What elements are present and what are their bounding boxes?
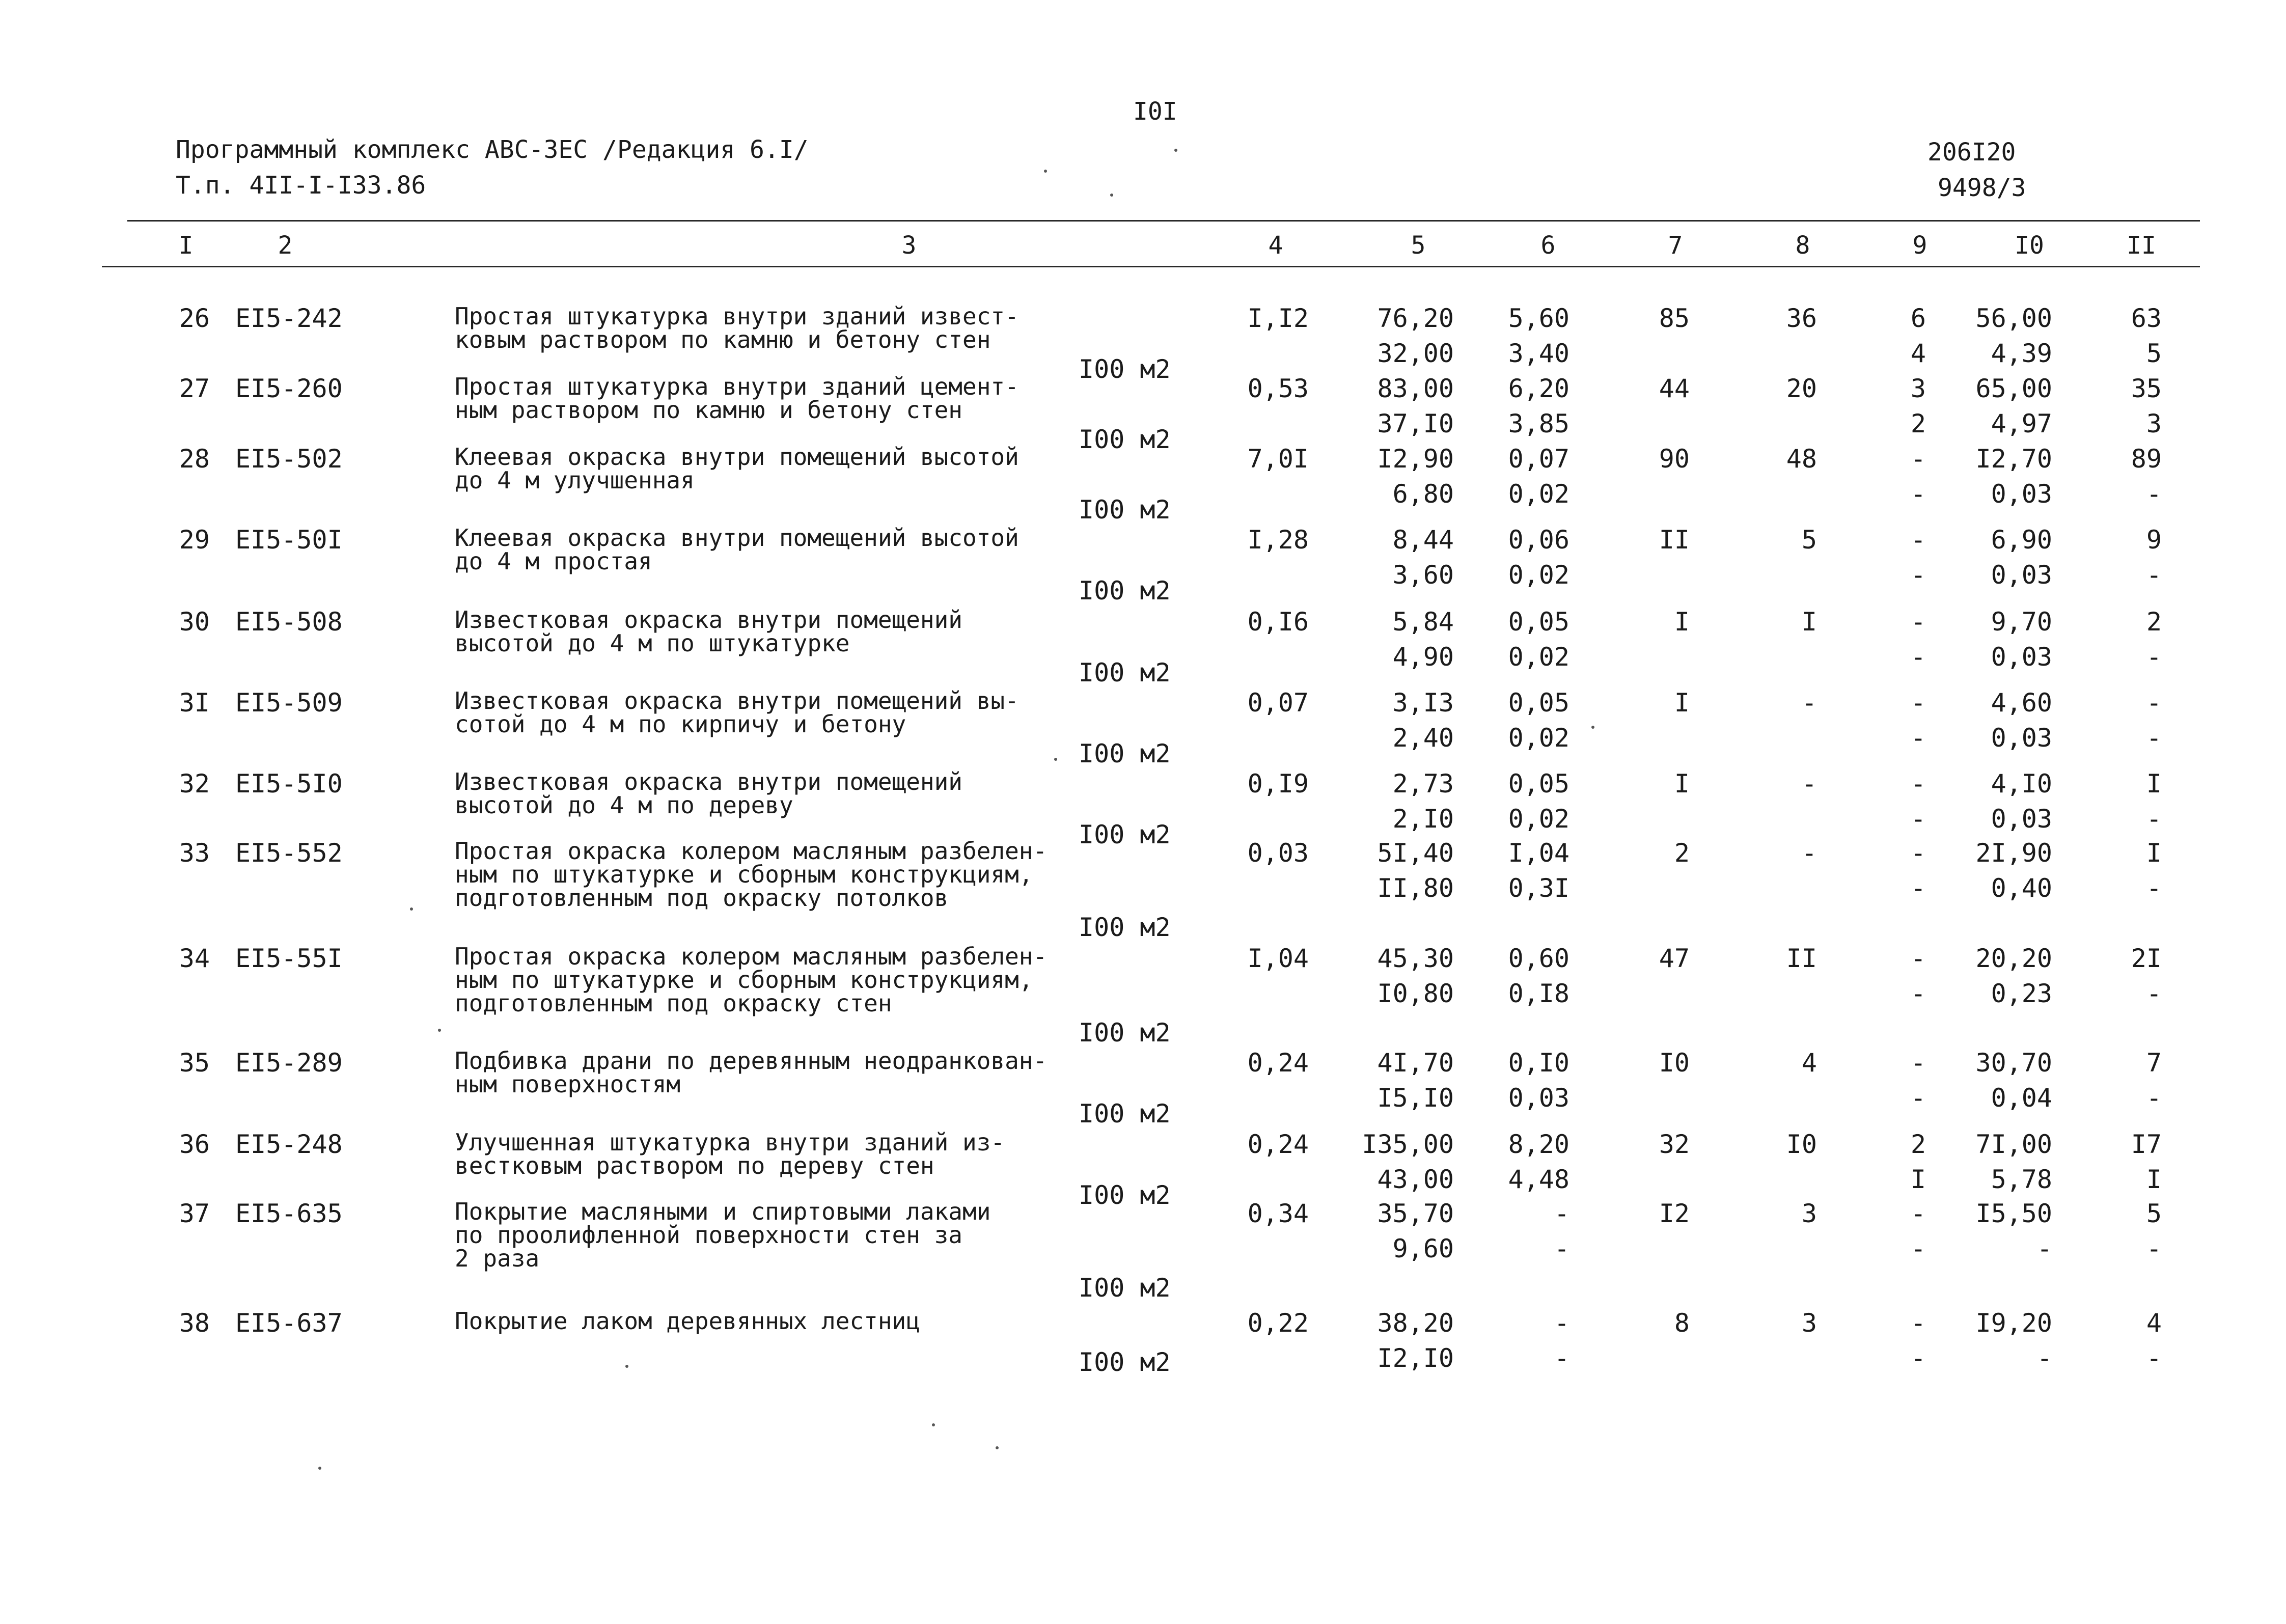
unit-of-measure: I00 м2 — [1079, 1099, 1171, 1128]
unit-cost-total: 76,20 — [1377, 304, 1454, 333]
labour-total: 35 — [2131, 374, 2162, 403]
work-description-line: сотой до 4 м по кирпичу и бетону — [455, 710, 906, 738]
column-header-11: II — [2127, 231, 2156, 260]
norm-code: ЕI5-509 — [235, 688, 343, 718]
row-number: 37 — [179, 1199, 210, 1228]
machinist-labour-per-unit: 5,78 — [1991, 1165, 2052, 1194]
wages-total: II — [1786, 944, 1817, 973]
column-header-9: 9 — [1912, 231, 1927, 260]
norm-code: ЕI5-55I — [235, 944, 343, 973]
total-cost: I — [1674, 769, 1690, 799]
scan-speck — [1110, 194, 1113, 197]
work-description-line: Известковая окраска внутри помещений — [455, 768, 962, 795]
row-number: 38 — [179, 1308, 210, 1338]
machinist-labour-per-unit: 0,03 — [1991, 560, 2052, 590]
labour-total: 4 — [2146, 1308, 2162, 1338]
norm-code: ЕI5-242 — [235, 304, 343, 333]
unit-of-measure: I00 м2 — [1079, 739, 1171, 768]
machine-total: - — [1910, 1048, 1926, 1078]
unit-cost-total: 8,44 — [1392, 525, 1454, 555]
machinist-labour-per-unit: 0,03 — [1991, 642, 2052, 672]
work-description-line: Покрытие лаком деревянных лестниц — [455, 1307, 920, 1335]
document-code: 206I20 — [1927, 138, 2016, 167]
quantity-value: 0,24 — [1247, 1130, 1309, 1159]
norm-code: ЕI5-289 — [235, 1048, 343, 1078]
work-description-line: Улучшенная штукатурка внутри зданий из- — [455, 1128, 1005, 1156]
machine-wages: 0,03 — [1508, 1083, 1569, 1113]
row-number: 26 — [179, 304, 210, 333]
column-header-2: 2 — [278, 231, 293, 260]
machine-wages: - — [1554, 1343, 1569, 1373]
machinist-labour-total: - — [2146, 723, 2162, 753]
program-line: Программный комплекс АВС-3ЕС /Редакция 6.I/ — [176, 135, 809, 164]
labour-per-unit: 2I,90 — [1975, 838, 2052, 868]
labour-per-unit: 9,70 — [1991, 607, 2052, 637]
unit-cost-total: 3,I3 — [1392, 688, 1454, 718]
work-description-line: высотой до 4 м по дереву — [455, 791, 793, 819]
labour-total: - — [2146, 688, 2162, 718]
row-number: 30 — [179, 607, 210, 637]
unit-cost-total: I35,00 — [1362, 1130, 1454, 1159]
machine-cost: 0,06 — [1508, 525, 1569, 555]
work-description-line: Подбивка драни по деревянным неодранкован- — [455, 1047, 1048, 1075]
unit-cost-total: 5I,40 — [1377, 838, 1454, 868]
row-number: 35 — [179, 1048, 210, 1078]
total-cost: 44 — [1659, 374, 1690, 403]
machine-wages-total: - — [1910, 560, 1926, 590]
machine-wages: 3,40 — [1508, 339, 1569, 368]
scan-speck — [1174, 149, 1177, 152]
scan-speck — [318, 1467, 321, 1470]
total-cost: 90 — [1659, 444, 1690, 474]
quantity-value: I,I2 — [1247, 304, 1309, 333]
machine-cost: 8,20 — [1508, 1130, 1569, 1159]
machine-wages: 3,85 — [1508, 409, 1569, 438]
machine-total: - — [1910, 838, 1926, 868]
machine-wages: 0,02 — [1508, 560, 1569, 590]
machine-cost: I,04 — [1508, 838, 1569, 868]
norm-code: ЕI5-637 — [235, 1308, 343, 1338]
column-header-7: 7 — [1668, 231, 1683, 260]
labour-per-unit: 65,00 — [1975, 374, 2052, 403]
work-description-line: ным по штукатурке и сборным конструкциям, — [455, 966, 1033, 994]
column-header-6: 6 — [1540, 231, 1556, 260]
machine-total: - — [1910, 1199, 1926, 1228]
machinist-labour-total: - — [2146, 873, 2162, 903]
unit-cost-wages: 9,60 — [1392, 1234, 1454, 1263]
machinist-labour-total: I — [2146, 1165, 2162, 1194]
work-description-line: подготовленным под окраску потолков — [455, 884, 949, 912]
scan-speck — [438, 1029, 441, 1032]
norm-code: ЕI5-50I — [235, 525, 343, 555]
unit-of-measure: I00 м2 — [1079, 820, 1171, 849]
machine-wages: 4,48 — [1508, 1165, 1569, 1194]
quantity-value: 0,07 — [1247, 688, 1309, 718]
machinist-labour-per-unit: 4,97 — [1991, 409, 2052, 438]
row-number: 34 — [179, 944, 210, 973]
machinist-labour-total: - — [2146, 560, 2162, 590]
machinist-labour-per-unit: 4,39 — [1991, 339, 2052, 368]
machine-total: - — [1910, 607, 1926, 637]
quantity-value: 0,I9 — [1247, 769, 1309, 799]
wages-total: 5 — [1801, 525, 1817, 555]
work-description-line: высотой до 4 м по штукатурке — [455, 629, 850, 657]
unit-of-measure: I00 м2 — [1079, 425, 1171, 454]
machine-wages-total: - — [1910, 873, 1926, 903]
norm-code: ЕI5-248 — [235, 1130, 343, 1159]
machine-wages: 0,02 — [1508, 642, 1569, 672]
total-cost: 32 — [1659, 1130, 1690, 1159]
unit-cost-total: 5,84 — [1392, 607, 1454, 637]
unit-cost-wages: 2,40 — [1392, 723, 1454, 753]
unit-cost-wages: 2,I0 — [1392, 804, 1454, 834]
labour-total: 7 — [2146, 1048, 2162, 1078]
work-description-line: Клеевая окраска внутри помещений высотой — [455, 443, 1019, 471]
unit-of-measure: I00 м2 — [1079, 1347, 1171, 1377]
quantity-value: 0,03 — [1247, 838, 1309, 868]
labour-per-unit: I2,70 — [1975, 444, 2052, 474]
work-description-line: Известковая окраска внутри помещений — [455, 606, 962, 634]
column-header-8: 8 — [1795, 231, 1810, 260]
row-number: 32 — [179, 769, 210, 799]
work-description-line: Простая штукатурка внутри зданий извест- — [455, 302, 1019, 330]
wages-total: I0 — [1786, 1130, 1817, 1159]
machinist-labour-per-unit: 0,03 — [1991, 804, 2052, 834]
total-cost: 47 — [1659, 944, 1690, 973]
machine-cost: 0,05 — [1508, 769, 1569, 799]
unit-cost-wages: I0,80 — [1377, 979, 1454, 1008]
norm-code: ЕI5-502 — [235, 444, 343, 474]
work-description-line: 2 раза — [455, 1245, 540, 1272]
machine-cost: 0,07 — [1508, 444, 1569, 474]
machine-total: - — [1910, 444, 1926, 474]
unit-cost-wages: 37,I0 — [1377, 409, 1454, 438]
unit-cost-wages: II,80 — [1377, 873, 1454, 903]
unit-cost-wages: 43,00 — [1377, 1165, 1454, 1194]
total-cost: I — [1674, 607, 1690, 637]
scan-speck — [1044, 170, 1047, 173]
wages-total: 36 — [1786, 304, 1817, 333]
work-description-line: Покрытие масляными и спиртовыми лаками — [455, 1198, 991, 1225]
work-description-line: ным раствором по камню и бетону стен — [455, 396, 962, 424]
work-description-line: ковым раствором по камню и бетону стен — [455, 326, 991, 353]
unit-cost-total: I2,90 — [1377, 444, 1454, 474]
machinist-labour-total: - — [2146, 642, 2162, 672]
scan-speck — [932, 1423, 935, 1426]
machinist-labour-per-unit: 0,03 — [1991, 723, 2052, 753]
header-rule-bottom — [102, 266, 2200, 267]
unit-of-measure: I00 м2 — [1079, 1018, 1171, 1048]
unit-cost-total: 35,70 — [1377, 1199, 1454, 1228]
machinist-labour-total: 3 — [2146, 409, 2162, 438]
unit-of-measure: I00 м2 — [1079, 576, 1171, 605]
quantity-value: I,28 — [1247, 525, 1309, 555]
document-subcode: 9498/3 — [1938, 174, 2026, 202]
machinist-labour-per-unit: 0,04 — [1991, 1083, 2052, 1113]
machine-wages: 0,02 — [1508, 723, 1569, 753]
machine-wages-total: I — [1910, 1165, 1926, 1194]
labour-total: 5 — [2146, 1199, 2162, 1228]
page-number: I0I — [1133, 97, 1177, 126]
unit-cost-total: 38,20 — [1377, 1308, 1454, 1338]
machinist-labour-per-unit: 0,23 — [1991, 979, 2052, 1008]
work-description-line: до 4 м улучшенная — [455, 466, 695, 494]
wages-total: 3 — [1801, 1199, 1817, 1228]
machine-wages: 0,3I — [1508, 873, 1569, 903]
labour-total: 9 — [2146, 525, 2162, 555]
wages-total: - — [1801, 688, 1817, 718]
machinist-labour-per-unit: - — [2036, 1234, 2052, 1263]
quantity-value: 0,53 — [1247, 374, 1309, 403]
quantity-value: 0,I6 — [1247, 607, 1309, 637]
unit-of-measure: I00 м2 — [1079, 658, 1171, 687]
work-description-line: Известковая окраска внутри помещений вы- — [455, 687, 1019, 714]
total-cost: 85 — [1659, 304, 1690, 333]
machine-wages-total: - — [1910, 642, 1926, 672]
norm-code: ЕI5-260 — [235, 374, 343, 403]
machinist-labour-total: - — [2146, 979, 2162, 1008]
machine-wages-total: - — [1910, 1083, 1926, 1113]
machine-wages-total: 2 — [1910, 409, 1926, 438]
total-cost: I0 — [1659, 1048, 1690, 1078]
unit-of-measure: I00 м2 — [1079, 354, 1171, 384]
machine-wages-total: - — [1910, 479, 1926, 509]
scan-speck — [996, 1446, 999, 1449]
machine-cost: 0,05 — [1508, 688, 1569, 718]
machine-cost: - — [1554, 1199, 1569, 1228]
machinist-labour-per-unit: 0,03 — [1991, 479, 2052, 509]
wages-total: - — [1801, 769, 1817, 799]
norm-code: ЕI5-508 — [235, 607, 343, 637]
row-number: 36 — [179, 1130, 210, 1159]
labour-per-unit: 30,70 — [1975, 1048, 2052, 1078]
machine-wages: 0,02 — [1508, 804, 1569, 834]
unit-cost-wages: 4,90 — [1392, 642, 1454, 672]
machine-cost: 0,60 — [1508, 944, 1569, 973]
machinist-labour-total: - — [2146, 1234, 2162, 1263]
machine-wages: 0,02 — [1508, 479, 1569, 509]
work-description-line: ным поверхностям — [455, 1070, 681, 1098]
machine-wages: 0,I8 — [1508, 979, 1569, 1008]
column-header-5: 5 — [1411, 231, 1426, 260]
machine-cost: 6,20 — [1508, 374, 1569, 403]
norm-code: ЕI5-5I0 — [235, 769, 343, 799]
machinist-labour-per-unit: - — [2036, 1343, 2052, 1373]
machine-total: - — [1910, 688, 1926, 718]
wages-total: 48 — [1786, 444, 1817, 474]
machine-cost: 5,60 — [1508, 304, 1569, 333]
machine-total: - — [1910, 1308, 1926, 1338]
quantity-value: 0,34 — [1247, 1199, 1309, 1228]
machine-total: 2 — [1910, 1130, 1926, 1159]
column-header-10: I0 — [2015, 231, 2044, 260]
unit-cost-total: 2,73 — [1392, 769, 1454, 799]
unit-of-measure: I00 м2 — [1079, 1273, 1171, 1303]
unit-of-measure: I00 м2 — [1079, 913, 1171, 942]
unit-cost-total: 83,00 — [1377, 374, 1454, 403]
work-description-line: вестковым раствором по дереву стен — [455, 1152, 934, 1179]
machine-wages-total: - — [1910, 804, 1926, 834]
unit-cost-wages: 32,00 — [1377, 339, 1454, 368]
row-number: 33 — [179, 838, 210, 868]
machine-wages: - — [1554, 1234, 1569, 1263]
project-line: Т.п. 4II-I-I33.86 — [176, 171, 426, 200]
machine-total: - — [1910, 525, 1926, 555]
machine-wages-total: - — [1910, 1343, 1926, 1373]
scan-speck — [1591, 726, 1594, 729]
row-number: 28 — [179, 444, 210, 474]
scan-speck — [1054, 758, 1057, 761]
total-cost: II — [1659, 525, 1690, 555]
machine-wages-total: - — [1910, 979, 1926, 1008]
quantity-value: 0,24 — [1247, 1048, 1309, 1078]
work-description-line: Простая окраска колером масляным разбелен- — [455, 943, 1048, 970]
machine-wages-total: 4 — [1910, 339, 1926, 368]
machine-total: 3 — [1910, 374, 1926, 403]
labour-total: 2I — [2131, 944, 2162, 973]
labour-per-unit: I5,50 — [1975, 1199, 2052, 1228]
unit-of-measure: I00 м2 — [1079, 1180, 1171, 1210]
work-description-line: Простая штукатурка внутри зданий цемент- — [455, 373, 1019, 400]
labour-per-unit: 6,90 — [1991, 525, 2052, 555]
machine-cost: - — [1554, 1308, 1569, 1338]
machine-wages-total: - — [1910, 1234, 1926, 1263]
row-number: 3I — [179, 688, 210, 718]
machine-total: - — [1910, 944, 1926, 973]
unit-of-measure: I00 м2 — [1079, 495, 1171, 525]
column-header-3: 3 — [901, 231, 917, 260]
total-cost: 2 — [1674, 838, 1690, 868]
work-description-line: подготовленным под окраску стен — [455, 989, 892, 1017]
machinist-labour-total: - — [2146, 479, 2162, 509]
work-description-line: ным по штукатурке и сборным конструкциям, — [455, 861, 1033, 888]
unit-cost-wages: 3,60 — [1392, 560, 1454, 590]
quantity-value: 0,22 — [1247, 1308, 1309, 1338]
machine-total: 6 — [1910, 304, 1926, 333]
total-cost: I2 — [1659, 1199, 1690, 1228]
machinist-labour-total: - — [2146, 804, 2162, 834]
unit-cost-total: 4I,70 — [1377, 1048, 1454, 1078]
work-description-line: до 4 м простая — [455, 547, 652, 575]
quantity-value: 7,0I — [1247, 444, 1309, 474]
unit-cost-wages: 6,80 — [1392, 479, 1454, 509]
wages-total: 3 — [1801, 1308, 1817, 1338]
work-description-line: по проолифленной поверхности стен за — [455, 1221, 962, 1249]
labour-total: I7 — [2131, 1130, 2162, 1159]
column-header-1: I — [178, 231, 194, 260]
labour-per-unit: I9,20 — [1975, 1308, 2052, 1338]
machine-cost: 0,I0 — [1508, 1048, 1569, 1078]
scan-speck — [625, 1365, 628, 1368]
wages-total: 4 — [1801, 1048, 1817, 1078]
labour-per-unit: 7I,00 — [1975, 1130, 2052, 1159]
machine-total: - — [1910, 769, 1926, 799]
machinist-labour-per-unit: 0,40 — [1991, 873, 2052, 903]
total-cost: 8 — [1674, 1308, 1690, 1338]
labour-per-unit: 4,I0 — [1991, 769, 2052, 799]
machinist-labour-total: 5 — [2146, 339, 2162, 368]
row-number: 27 — [179, 374, 210, 403]
total-cost: I — [1674, 688, 1690, 718]
labour-per-unit: 56,00 — [1975, 304, 2052, 333]
wages-total: 20 — [1786, 374, 1817, 403]
row-number: 29 — [179, 525, 210, 555]
unit-cost-wages: I5,I0 — [1377, 1083, 1454, 1113]
norm-code: ЕI5-552 — [235, 838, 343, 868]
scan-speck — [410, 907, 413, 911]
labour-total: I — [2146, 838, 2162, 868]
norm-code: ЕI5-635 — [235, 1199, 343, 1228]
work-description-line: Простая окраска колером масляным разбелен- — [455, 837, 1048, 865]
wages-total: - — [1801, 838, 1817, 868]
machine-wages-total: - — [1910, 723, 1926, 753]
machinist-labour-total: - — [2146, 1343, 2162, 1373]
column-header-4: 4 — [1268, 231, 1283, 260]
labour-total: 89 — [2131, 444, 2162, 474]
quantity-value: I,04 — [1247, 944, 1309, 973]
work-description-line: Клеевая окраска внутри помещений высотой — [455, 524, 1019, 552]
header-rule-top — [127, 220, 2200, 222]
unit-cost-total: 45,30 — [1377, 944, 1454, 973]
machinist-labour-total: - — [2146, 1083, 2162, 1113]
labour-total: 63 — [2131, 304, 2162, 333]
labour-total: I — [2146, 769, 2162, 799]
unit-cost-wages: I2,I0 — [1377, 1343, 1454, 1373]
machine-cost: 0,05 — [1508, 607, 1569, 637]
labour-per-unit: 20,20 — [1975, 944, 2052, 973]
labour-per-unit: 4,60 — [1991, 688, 2052, 718]
wages-total: I — [1801, 607, 1817, 637]
labour-total: 2 — [2146, 607, 2162, 637]
